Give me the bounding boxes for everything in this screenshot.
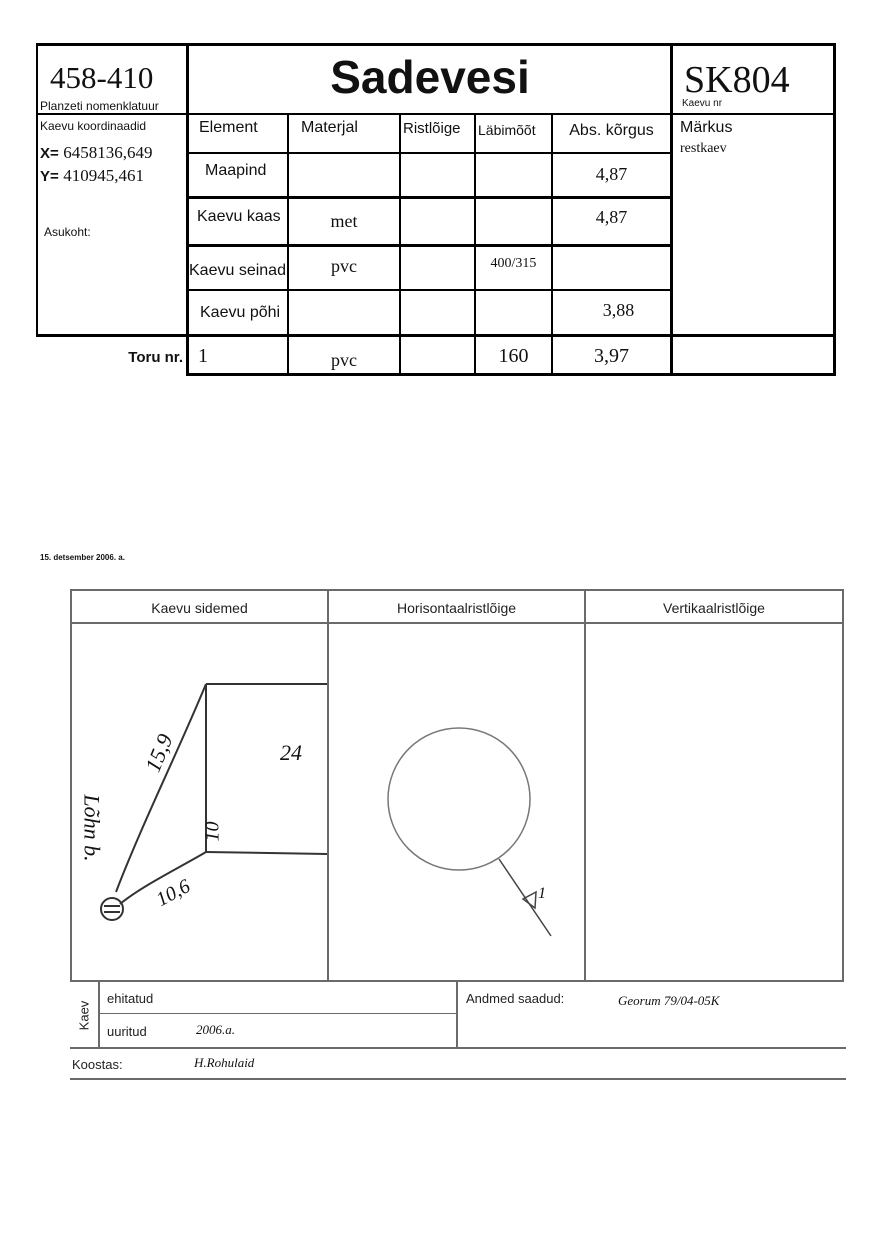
row-height-bottom: 3,88 <box>602 300 635 320</box>
pipe-material: pvc <box>331 350 357 370</box>
row-divider-2 <box>187 196 671 199</box>
sketch-label-c: 10 <box>201 821 224 842</box>
form-border-right <box>842 589 844 982</box>
card-border-right <box>833 43 836 376</box>
row-height-lid: 4,87 <box>595 207 628 227</box>
location-label: Asukoht: <box>44 225 91 239</box>
row-divider-3 <box>187 244 671 247</box>
pipe-diameter: 160 <box>498 345 529 367</box>
col-header-diameter: Läbimõõt <box>478 122 536 138</box>
date-stamp: 15. detsember 2006. a. <box>40 553 125 562</box>
surveyed-label: uuritud <box>107 1024 147 1039</box>
row-divider-4 <box>187 289 671 291</box>
info-bottom-divider <box>70 1047 846 1049</box>
y-coordinate <box>40 166 144 186</box>
row-element-ground: Maapind <box>205 162 267 179</box>
sketch-label-b: 24 <box>280 740 302 765</box>
arrow-label: 1 <box>538 885 546 902</box>
author-value: H.Rohulaid <box>194 1055 255 1070</box>
card-header-divider <box>36 113 835 115</box>
col-divider-4 <box>551 113 553 376</box>
notes-value: restkaev <box>680 141 727 156</box>
x-value: 6458136,649 <box>63 143 153 162</box>
info-mid-divider <box>456 982 458 1048</box>
nomenclature-value: 458-410 <box>50 60 154 95</box>
row-material-walls: pvc <box>331 256 357 276</box>
author-label: Koostas: <box>72 1057 123 1072</box>
well-card <box>0 0 880 400</box>
col-divider-2 <box>399 113 401 376</box>
well-circle <box>101 898 123 920</box>
well-number: SK804 <box>684 59 790 101</box>
row-diameter-walls: 400/315 <box>490 256 537 271</box>
header-connections: Kaevu sidemed <box>151 600 248 616</box>
connections-sketch <box>72 624 327 980</box>
row-element-lid: Kaevu kaas <box>197 208 281 225</box>
pipe-direction-arrow <box>523 892 536 908</box>
pipe-height: 3,97 <box>594 345 629 367</box>
row-element-walls: Kaevu seinad <box>189 262 286 279</box>
well-number-label: Kaevu nr <box>682 98 723 109</box>
card-border-bottom <box>187 373 835 376</box>
col-header-element: Element <box>199 119 258 136</box>
col-divider-1 <box>287 113 289 376</box>
row-divider-5 <box>36 334 835 337</box>
y-value: 410945,461 <box>63 166 144 185</box>
source-value: Georum 79/04-05K <box>618 993 720 1008</box>
pipe-label: Toru nr. <box>128 349 183 366</box>
card-border-top <box>36 43 835 46</box>
horizontal-section-sketch <box>329 624 584 980</box>
row-material-lid: met <box>330 211 358 231</box>
built-label: ehitatud <box>107 991 154 1006</box>
row-divider-1 <box>187 152 671 154</box>
col-header-section: Ristlõige <box>403 120 461 137</box>
card-border-left <box>36 43 38 336</box>
sketch-line-right <box>206 852 327 854</box>
coords-label: Kaevu koordinaadid <box>40 119 147 133</box>
info-row-divider <box>98 1013 456 1014</box>
col-header-height: Abs. kõrgus <box>569 122 654 139</box>
well-outline-circle <box>388 728 530 870</box>
sketch-label-e: Lõhn b. <box>79 794 105 862</box>
form-border-top <box>70 589 844 591</box>
header-horizontal-section: Horisontaalristlõige <box>396 600 517 616</box>
source-label: Andmed saadud: <box>466 991 565 1006</box>
header-vertical-section: Vertikaalristlõige <box>663 600 765 616</box>
form-col-divider-2 <box>584 589 586 982</box>
x-coordinate <box>40 143 152 163</box>
row-element-bottom: Kaevu põhi <box>200 304 281 321</box>
surveyed-value: 2006.a. <box>196 1022 235 1037</box>
col-header-material: Materjal <box>301 119 358 136</box>
pipe-number: 1 <box>198 345 208 367</box>
nomenclature-label: Planzeti nomenklatuur <box>40 99 159 113</box>
sketch-label-a: 15,9 <box>139 730 178 776</box>
info-author-underline <box>70 1078 846 1080</box>
side-label: Kaev <box>76 1000 92 1031</box>
page-title: Sadevesi <box>330 51 530 103</box>
row-height-ground: 4,87 <box>595 164 628 184</box>
sketch-label-d: 10,6 <box>152 875 194 911</box>
x-label: X= <box>40 145 59 162</box>
col-divider-3 <box>474 113 476 376</box>
notes-header: Märkus <box>680 119 733 136</box>
y-label: Y= <box>40 168 59 185</box>
info-side-divider <box>98 982 100 1048</box>
